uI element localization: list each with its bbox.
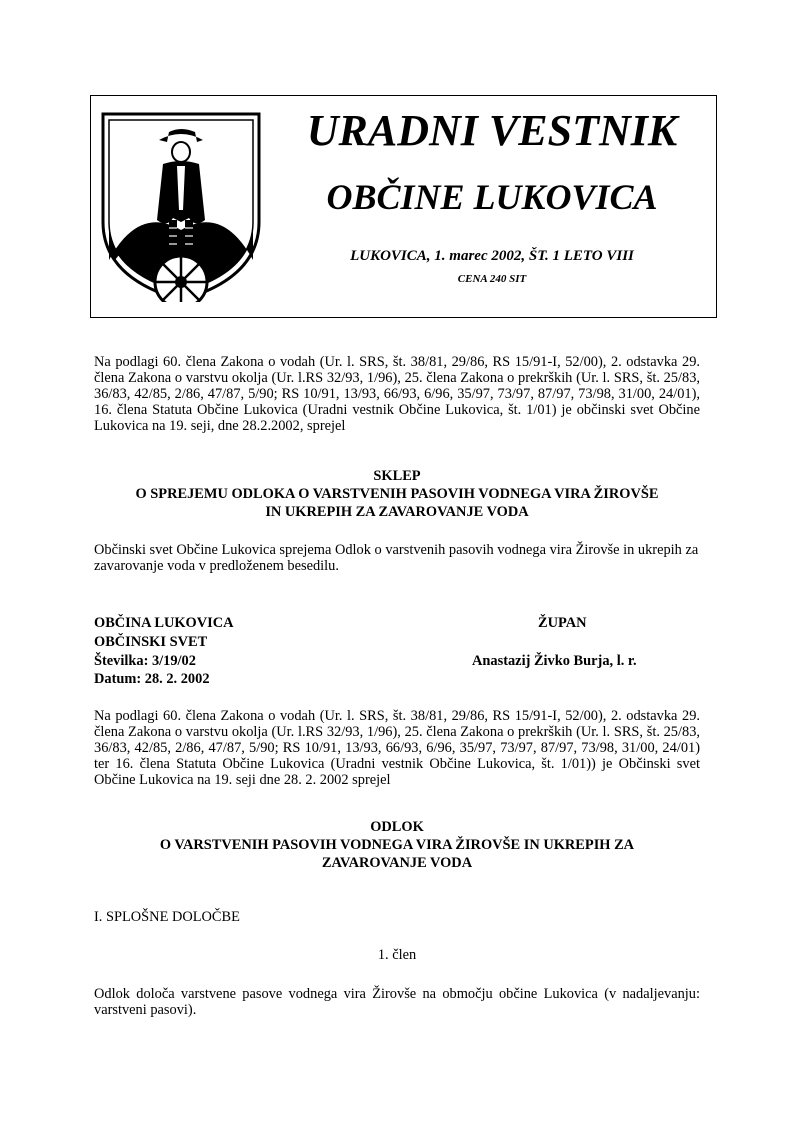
sklep-body: Občinski svet Občine Lukovica sprejema Odlok o varstvenih pasovih vodnega vira Žirovše in ukrepih za zavarovanje voda v predloženem besedilu. <box>94 542 699 574</box>
signature-authority: OBČINA LUKOVICA <box>94 615 234 631</box>
issue-line: LUKOVICA, 1. marec 2002, ŠT. 1 LETO VIII <box>350 248 634 264</box>
sklep-heading-sub-2: IN UKREPIH ZA ZAVAROVANJE VODA <box>265 504 529 520</box>
signature-role: ŽUPAN <box>538 615 587 631</box>
municipal-coat-of-arms <box>99 110 263 302</box>
odlok-heading-sub-1: O VARSTVENIH PASOVIH VODNEGA VIRA ŽIROVŠE IN UKREPIH ZA <box>159 837 635 853</box>
sklep-heading-sub-1: O SPREJEMU ODLOKA O VARSTVENIH PASOVIH VODNEGA VIRA ŽIROVŠE <box>135 486 659 502</box>
gazette-title: URADNI VESTNIK <box>306 106 678 155</box>
issue-price: CENA 240 SIT <box>457 273 527 285</box>
article-number: 1. člen <box>377 947 417 963</box>
signature-number: Številka: 3/19/02 <box>94 653 196 669</box>
sklep-preamble: Na podlagi 60. člena Zakona o vodah (Ur. l. SRS, št. 38/81, 29/86, RS 15/91-I, 52/00), 2. odstavka 29. člena Zakona o varstvu okolja (Ur. l.RS 32/93, 1/96), 25. člena Zakona o prekrških (Ur. l. SRS, št. 25/83, 36/83, 42/85, 2/86, 47/87, 5/90; RS 10/91, 13/93, 66/93, 6/96, 35/97, 73/97, 87/97, 73/98, 31/00, 24/01), 16. člena Statuta Občine Lukovica (Uradni vestnik Občine Lukovica, št. 1/01) je občinski svet Občine Lukovica na 19. seji, dne 28.2.2002, sprejel <box>94 354 700 434</box>
gazette-subtitle: OBČINE LUKOVICA <box>326 177 658 217</box>
masthead <box>90 95 717 318</box>
signature-date: Datum: 28. 2. 2002 <box>94 671 210 687</box>
sklep-heading: SKLEP <box>373 468 421 484</box>
odlok-heading: ODLOK <box>370 819 424 835</box>
odlok-heading-sub-2: ZAVAROVANJE VODA <box>321 855 473 871</box>
section-heading: I. SPLOŠNE DOLOČBE <box>94 909 240 925</box>
odlok-preamble: Na podlagi 60. člena Zakona o vodah (Ur. l. SRS, št. 38/81, 29/86, RS 15/91-I, 52/00), 2. odstavka 29. člena Zakona o varstvu okolja (Ur. l.RS 32/93, 1/96), 25. člena Zakona o prekrških (Ur. l. SRS, št. 25/83, 36/83, 42/85, 2/86, 47/87, 5/90; RS 10/91, 13/93, 66/93, 6/96, 35/97, 73/97, 87/97, 73/98, 31/00, 24/01) ter 16. člena Statuta Občine Lukovica (Uradni vestnik Občine Lukovica, št. 1/01)) je Občinski svet Občine Lukovica na 19. seji dne 28. 2. 2002 sprejel <box>94 708 700 788</box>
article-text: Odlok določa varstvene pasove vodnega vira Žirovše na območju občine Lukovica (v nadaljevanju: varstveni pasovi). <box>94 986 700 1018</box>
signature-council: OBČINSKI SVET <box>94 634 208 650</box>
signature-name: Anastazij Živko Burja, l. r. <box>472 653 637 669</box>
